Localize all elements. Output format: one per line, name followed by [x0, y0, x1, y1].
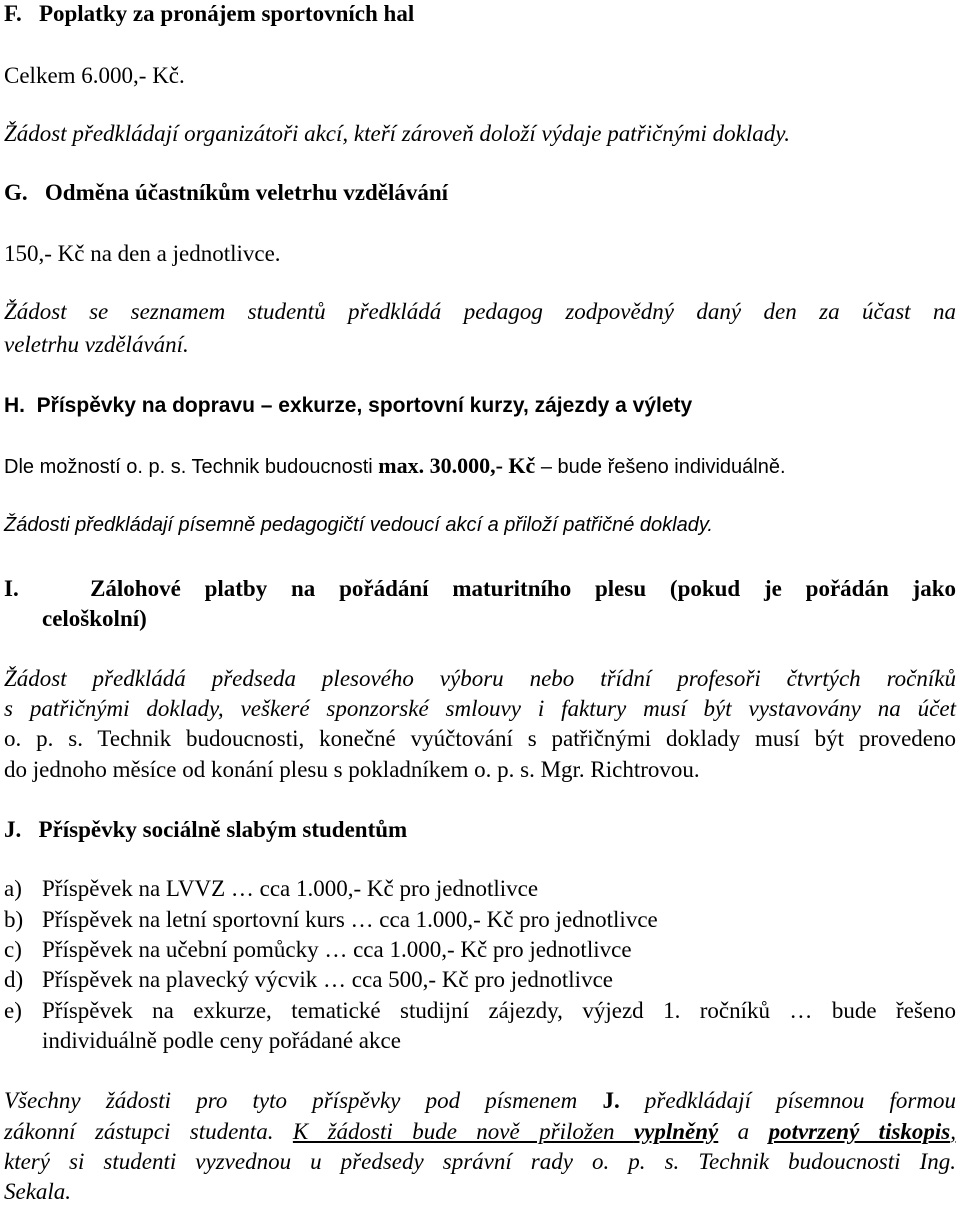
list-item-text: Příspěvek na exkurze, tematické studijní zájezdy, výjezd 1. ročníků … bude řešeno: [42, 998, 956, 1023]
section-i-note-line1: Žádost předkládá předseda plesového výboru nebo třídní profesoři čtvrtých ročníků: [4, 666, 956, 691]
section-h-heading: H. Příspěvky na dopravu – exkurze, sportovní kurzy, zájezdy a výlety: [4, 394, 693, 417]
section-i-note-line2: s patřičnými doklady, veškeré sponzorské smlouvy i faktury musí být vystavovány na účet: [4, 696, 956, 721]
section-h-text-a: Dle možností o. p. s. Technik budoucnosti: [4, 456, 379, 478]
section-h-text: [4, 452, 786, 481]
section-j-heading: J. Příspěvky sociálně slabým studentům: [4, 817, 408, 842]
section-i-text-line4: do jednoho měsíce od konání plesu s pokladníkem o. p. s. Mgr. Richtrovou.: [4, 757, 700, 782]
list-marker: d): [4, 967, 24, 992]
list-item: [4, 966, 613, 994]
section-g-heading: G. Odměna účastníkům veletrhu vzdělávání: [4, 180, 449, 205]
closing-l2-b: K žádosti bude nově přiložen: [292, 1119, 634, 1144]
section-f-heading: F. Poplatky za pronájem sportovních hal: [4, 1, 415, 26]
section-g-note-line2: veletrhu vzdělávání.: [4, 332, 189, 357]
list-marker: e): [4, 998, 22, 1023]
list-marker: a): [4, 876, 22, 901]
closing-l1-b: J.: [602, 1088, 620, 1113]
list-marker: b): [4, 907, 24, 932]
closing-l2-d: a: [718, 1119, 769, 1144]
section-i-text-line3: o. p. s. Technik budoucnosti, konečné vyúčtování s patřičnými doklady musí být provedeno: [4, 726, 956, 751]
list-item-text-line2: individuálně podle ceny pořádané akce: [42, 1028, 401, 1053]
list-item: [4, 997, 956, 1025]
closing-line3: který si studenti vyzvednou u předsedy správní rady o. p. s. Technik budoucnosti Ing.: [4, 1149, 956, 1174]
closing-l2-a: zákonní zástupci studenta.: [4, 1119, 293, 1144]
section-h-note: Žádosti předkládají písemně pedagogičtí vedoucí akcí a přiloží patřičné doklady.: [4, 514, 713, 536]
list-marker: c): [4, 937, 22, 962]
section-h-text-c: – bude řešeno individuálně.: [535, 456, 786, 478]
list-item-text: Příspěvek na plavecký výcvik … cca 500,- Kč pro jednotlivce: [42, 967, 613, 992]
list-item: [4, 936, 632, 964]
list-item-text: Příspěvek na LVVZ … cca 1.000,- Kč pro jednotlivce: [42, 876, 539, 901]
list-item-text: Příspěvek na letní sportovní kurs … cca 1.000,- Kč pro jednotlivce: [42, 907, 658, 932]
list-item: [4, 875, 538, 903]
closing-l2-c: vyplněný: [633, 1119, 719, 1144]
closing-l1-c: předkládají písemnou formou: [619, 1088, 956, 1113]
closing-line2: [4, 1118, 956, 1146]
list-item: [4, 906, 658, 934]
section-g-note-line1: Žádost se seznamem studentů předkládá pedagog zodpovědný daný den za účast na: [4, 299, 956, 324]
closing-line4: Sekala.: [4, 1179, 72, 1204]
section-f-note: Žádost předkládají organizátoři akcí, kteří zároveň doloží výdaje patřičnými doklady.: [4, 121, 790, 146]
section-f-amount: Celkem 6.000,- Kč.: [4, 63, 185, 88]
section-g-amount: 150,- Kč na den a jednotlivce.: [4, 241, 281, 266]
section-i-heading-line2: celoškolní): [42, 606, 147, 631]
closing-l2-f: ,: [950, 1119, 956, 1144]
section-i-heading-line1: I. Zálohové platby na pořádání maturitního plesu (pokud je pořádán jako: [4, 576, 956, 601]
closing-l2-e: potvrzený tiskopis: [768, 1119, 951, 1144]
section-h-max-amount: max. 30.000,- Kč: [378, 453, 536, 478]
closing-l1-a: Všechny žádosti pro tyto příspěvky pod písmenem: [4, 1088, 603, 1113]
list-item-text: Příspěvek na učební pomůcky … cca 1.000,- Kč pro jednotlivce: [42, 937, 632, 962]
closing-line1: [4, 1087, 956, 1115]
